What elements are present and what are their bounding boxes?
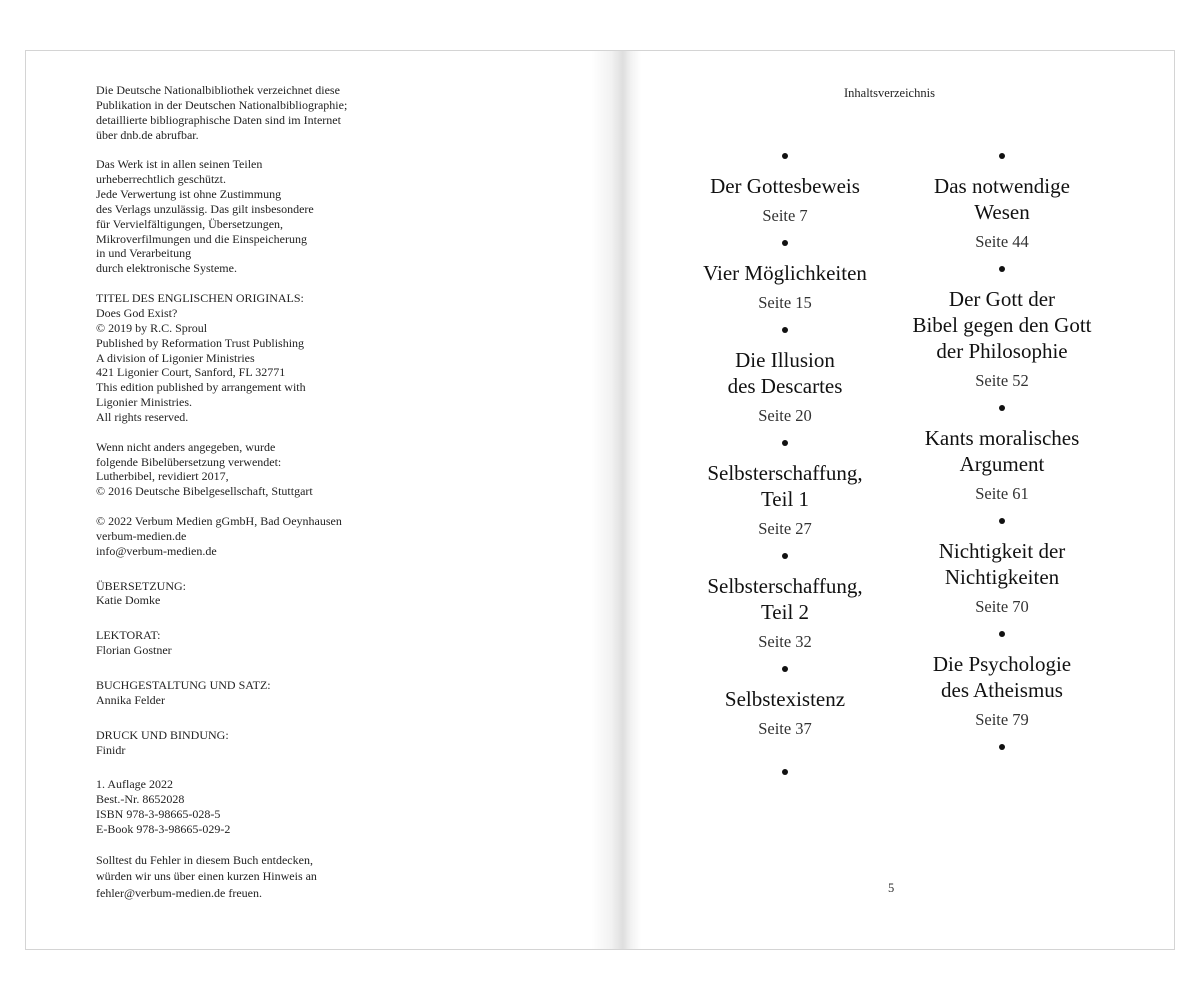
imprint-line: © 2019 by R.C. Sproul <box>96 320 208 335</box>
imprint-line: Katie Domke <box>96 593 161 608</box>
toc-entry-title-line: Wesen <box>974 200 1030 224</box>
imprint-block <box>96 628 396 658</box>
toc-entry-title-line: Der Gottesbeweis <box>710 174 860 198</box>
imprint-line: würden wir uns über einen kurzen Hinweis an <box>96 869 317 884</box>
imprint-block <box>96 83 396 142</box>
imprint-line: © 2016 Deutsche Bibelgesellschaft, Stuttgart <box>96 484 313 499</box>
toc-entry-title-line: Das notwendige <box>934 174 1070 198</box>
imprint-line: Does God Exist? <box>96 305 178 320</box>
toc-entry-title <box>887 425 1117 477</box>
imprint-line: LEKTORAT: <box>96 628 161 643</box>
imprint-text <box>96 83 396 916</box>
book-gutter-shadow <box>591 51 641 949</box>
toc-entry-page: Seite 61 <box>975 484 1029 503</box>
toc-entry-title-line: Teil 2 <box>760 600 810 624</box>
imprint-line: in und Verarbeitung <box>96 246 192 261</box>
toc-bullet <box>999 153 1005 159</box>
toc-entry-page: Seite 15 <box>758 293 812 312</box>
toc-entry-title <box>887 538 1117 590</box>
toc-entry-title-line: Kants moralisches <box>924 426 1080 450</box>
toc-bullet <box>782 769 788 775</box>
imprint-line: Published by Reformation Trust Publishing <box>96 335 305 350</box>
toc-entry-title-line: Selbstexistenz <box>724 687 846 711</box>
imprint-line: info@verbum-medien.de <box>96 543 217 558</box>
toc-entry-page: Seite 27 <box>758 519 812 538</box>
toc-entry-title <box>670 173 900 199</box>
toc-entry-title-line: der Philosophie <box>936 339 1068 363</box>
toc-entry-title-line: Selbsterschaffung, <box>707 461 863 485</box>
toc-entry-title-line: des Descartes <box>727 374 843 398</box>
toc-entry-page: Seite 44 <box>975 232 1029 251</box>
toc-entry-title <box>670 460 900 512</box>
imprint-line: Lutherbibel, revidiert 2017, <box>96 469 229 484</box>
imprint-block <box>96 291 396 425</box>
imprint-line: verbum-medien.de <box>96 528 187 543</box>
toc-bullet <box>999 518 1005 524</box>
imprint-line: © 2022 Verbum Medien gGmbH, Bad Oeynhausen <box>96 514 342 529</box>
imprint-line: ISBN 978-3-98665-028-5 <box>96 807 221 822</box>
imprint-line: Finidr <box>96 742 126 757</box>
toc-entry-title-line: Die Psychologie <box>932 652 1072 676</box>
imprint-line: Jede Verwertung ist ohne Zustimmung <box>96 187 282 202</box>
imprint-line: Wenn nicht anders angegeben, wurde <box>96 439 276 454</box>
imprint-line: 1. Auflage 2022 <box>96 777 173 792</box>
imprint-block <box>96 514 396 559</box>
toc-bullet <box>782 240 788 246</box>
book-spread <box>25 50 1175 950</box>
toc-entry-title-line: Teil 1 <box>760 487 810 511</box>
toc-bullet <box>999 744 1005 750</box>
toc-entry-title-line: Die Illusion <box>735 348 835 372</box>
toc-entry-page: Seite 37 <box>758 719 812 738</box>
imprint-line: Florian Gostner <box>96 643 172 658</box>
toc-entry-title <box>670 260 900 286</box>
toc-entry-page: Seite 7 <box>762 206 808 225</box>
imprint-line: detaillierte bibliographische Daten sind im Internet <box>96 112 341 127</box>
imprint-line: Publikation in der Deutschen Nationalbibliographie; <box>96 97 348 112</box>
toc-bullet <box>782 666 788 672</box>
toc-entry-page: Seite 79 <box>975 710 1029 729</box>
imprint-block <box>96 157 396 276</box>
toc-entry-page: Seite 20 <box>758 406 812 425</box>
imprint-line: Ligonier Ministries. <box>96 395 192 410</box>
imprint-line: Mikroverfilmungen und die Einspeicherung <box>96 231 307 246</box>
imprint-line: Das Werk ist in allen seinen Teilen <box>96 157 263 172</box>
imprint-line: über dnb.de abrufbar. <box>96 127 199 142</box>
toc-bullet <box>999 631 1005 637</box>
toc-bullet <box>782 440 788 446</box>
toc-bullet <box>999 405 1005 411</box>
toc-entry-title <box>670 686 900 712</box>
toc-bullet <box>999 266 1005 272</box>
toc-entry-title-line: Nichtigkeit der <box>938 539 1066 563</box>
imprint-block <box>96 728 396 758</box>
imprint-line: des Verlags unzulässig. Das gilt insbesondere <box>96 201 314 216</box>
toc-entry-title-line: Nichtigkeiten <box>944 565 1060 589</box>
toc-entry-title <box>887 651 1117 703</box>
imprint-line: Best.-Nr. 8652028 <box>96 792 185 807</box>
toc-entry-page: Seite 70 <box>975 597 1029 616</box>
imprint-line: All rights reserved. <box>96 409 189 424</box>
imprint-line: für Vervielfältigungen, Übersetzungen, <box>96 216 284 231</box>
imprint-line: folgende Bibelübersetzung verwendet: <box>96 454 282 469</box>
imprint-block <box>96 852 396 902</box>
toc-bullet <box>782 553 788 559</box>
imprint-line: This edition published by arrangement with <box>96 380 306 395</box>
toc-entry-page: Seite 32 <box>758 632 812 651</box>
imprint-line: A division of Ligonier Ministries <box>96 350 255 365</box>
toc-entry-title <box>670 573 900 625</box>
imprint-line: E-Book 978-3-98665-029-2 <box>96 821 231 836</box>
imprint-line: DRUCK UND BINDUNG: <box>96 727 229 742</box>
toc-heading: Inhaltsverzeichnis <box>844 86 935 100</box>
toc-entry-title <box>670 347 900 399</box>
toc-entry-title-line: Bibel gegen den Gott <box>912 313 1092 337</box>
imprint-block <box>96 579 396 609</box>
imprint-block <box>96 678 396 708</box>
toc-bullet <box>782 153 788 159</box>
toc-entry-title <box>887 173 1117 225</box>
imprint-line: urheberrechtlich geschützt. <box>96 172 226 187</box>
imprint-line: 421 Ligonier Court, Sanford, FL 32771 <box>96 365 286 380</box>
toc-entry-title-line: Der Gott der <box>948 287 1056 311</box>
toc-entry-title-line: Selbsterschaffung, <box>707 574 863 598</box>
toc-entry-title-line: des Atheismus <box>941 678 1063 702</box>
toc-entry-title-line: Vier Möglichkeiten <box>703 261 867 285</box>
imprint-line: BUCHGESTALTUNG UND SATZ: <box>96 678 271 692</box>
imprint-block <box>96 440 396 499</box>
imprint-line: ÜBERSETZUNG: <box>96 578 186 593</box>
imprint-block <box>96 777 396 836</box>
toc-entry-title <box>887 286 1117 364</box>
toc-column-right <box>887 153 1117 750</box>
imprint-line: durch elektronische Systeme. <box>96 261 237 276</box>
toc-entry-page: Seite 52 <box>975 371 1029 390</box>
imprint-line: fehler@verbum-medien.de freuen. <box>96 885 262 900</box>
imprint-line: Solltest du Fehler in diesem Buch entdecken, <box>96 852 313 867</box>
page-number: 5 <box>888 881 895 895</box>
imprint-line: TITEL DES ENGLISCHEN ORIGINALS: <box>96 291 304 306</box>
toc-column-left <box>670 153 900 775</box>
imprint-line: Annika Felder <box>96 692 165 707</box>
toc-bullet <box>782 327 788 333</box>
toc-entry-title-line: Argument <box>959 452 1045 476</box>
imprint-line: Die Deutsche Nationalbibliothek verzeichnet diese <box>96 83 340 97</box>
